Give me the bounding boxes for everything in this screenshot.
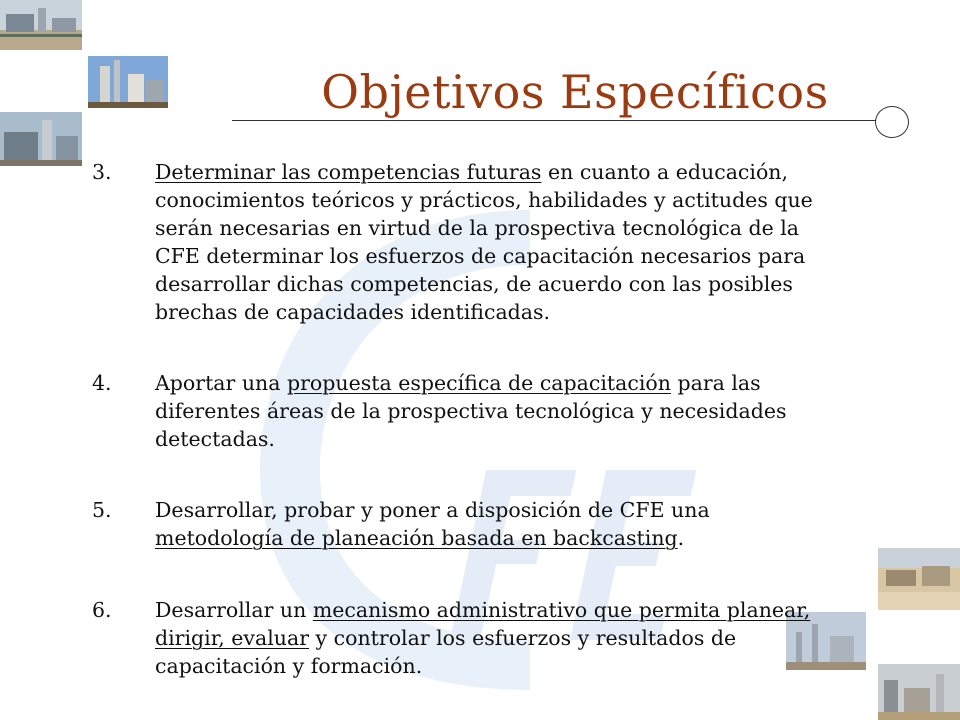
refinery-photo	[88, 56, 168, 108]
objective-line: CFE determinar los esfuerzos de capacitación necesarios para	[155, 244, 806, 268]
objective-line	[155, 158, 925, 186]
line-text: para las	[670, 371, 761, 395]
line-text: en cuanto a educación,	[541, 160, 789, 184]
power-plant-photo	[0, 0, 82, 50]
objective-line: diferentes áreas de la prospectiva tecnológica y necesidades	[155, 399, 787, 423]
objective-number: 3.	[92, 160, 112, 184]
objective-line: detectadas.	[155, 427, 275, 451]
underlined-phrase: propuesta específica de capacitación	[287, 371, 671, 395]
line-text: Desarrollar un	[155, 598, 313, 622]
plant-building-photo	[0, 112, 82, 166]
objective-line: desarrollar dichas competencias, de acuerdo con las posibles	[155, 272, 793, 296]
line-text: Aportar una	[155, 371, 287, 395]
objective-line: serán necesarias en virtud de la prospectiva tecnológica de la	[155, 216, 800, 240]
title-circle-ornament	[875, 106, 909, 138]
underlined-phrase: dirigir, evaluar	[155, 626, 310, 650]
objective-line	[155, 369, 925, 397]
objective-line: Desarrollar, probar y poner a disposición de CFE una	[155, 498, 710, 522]
title-underline-rule	[232, 120, 880, 121]
objective-line	[155, 596, 925, 624]
objective-line	[155, 524, 925, 552]
underlined-phrase: mecanismo administrativo que permita planear,	[312, 598, 811, 622]
objective-line: conocimientos teóricos y prácticos, habilidades y actitudes que	[155, 188, 813, 212]
objective-number: 5.	[92, 498, 112, 522]
objective-number: 4.	[92, 371, 112, 395]
objective-number: 6.	[92, 598, 112, 622]
underlined-phrase: Determinar las competencias futuras	[155, 160, 542, 184]
objective-line: capacitación y formación.	[155, 654, 423, 678]
slide-title: Objetivos Específicos	[321, 65, 829, 119]
objective-line: brechas de capacidades identificadas.	[155, 300, 551, 324]
line-text: .	[677, 526, 685, 550]
underlined-phrase: metodología de planeación basada en backcasting	[155, 526, 678, 550]
objective-line	[155, 624, 925, 652]
line-text: y controlar los esfuerzos y resultados de	[309, 626, 737, 650]
